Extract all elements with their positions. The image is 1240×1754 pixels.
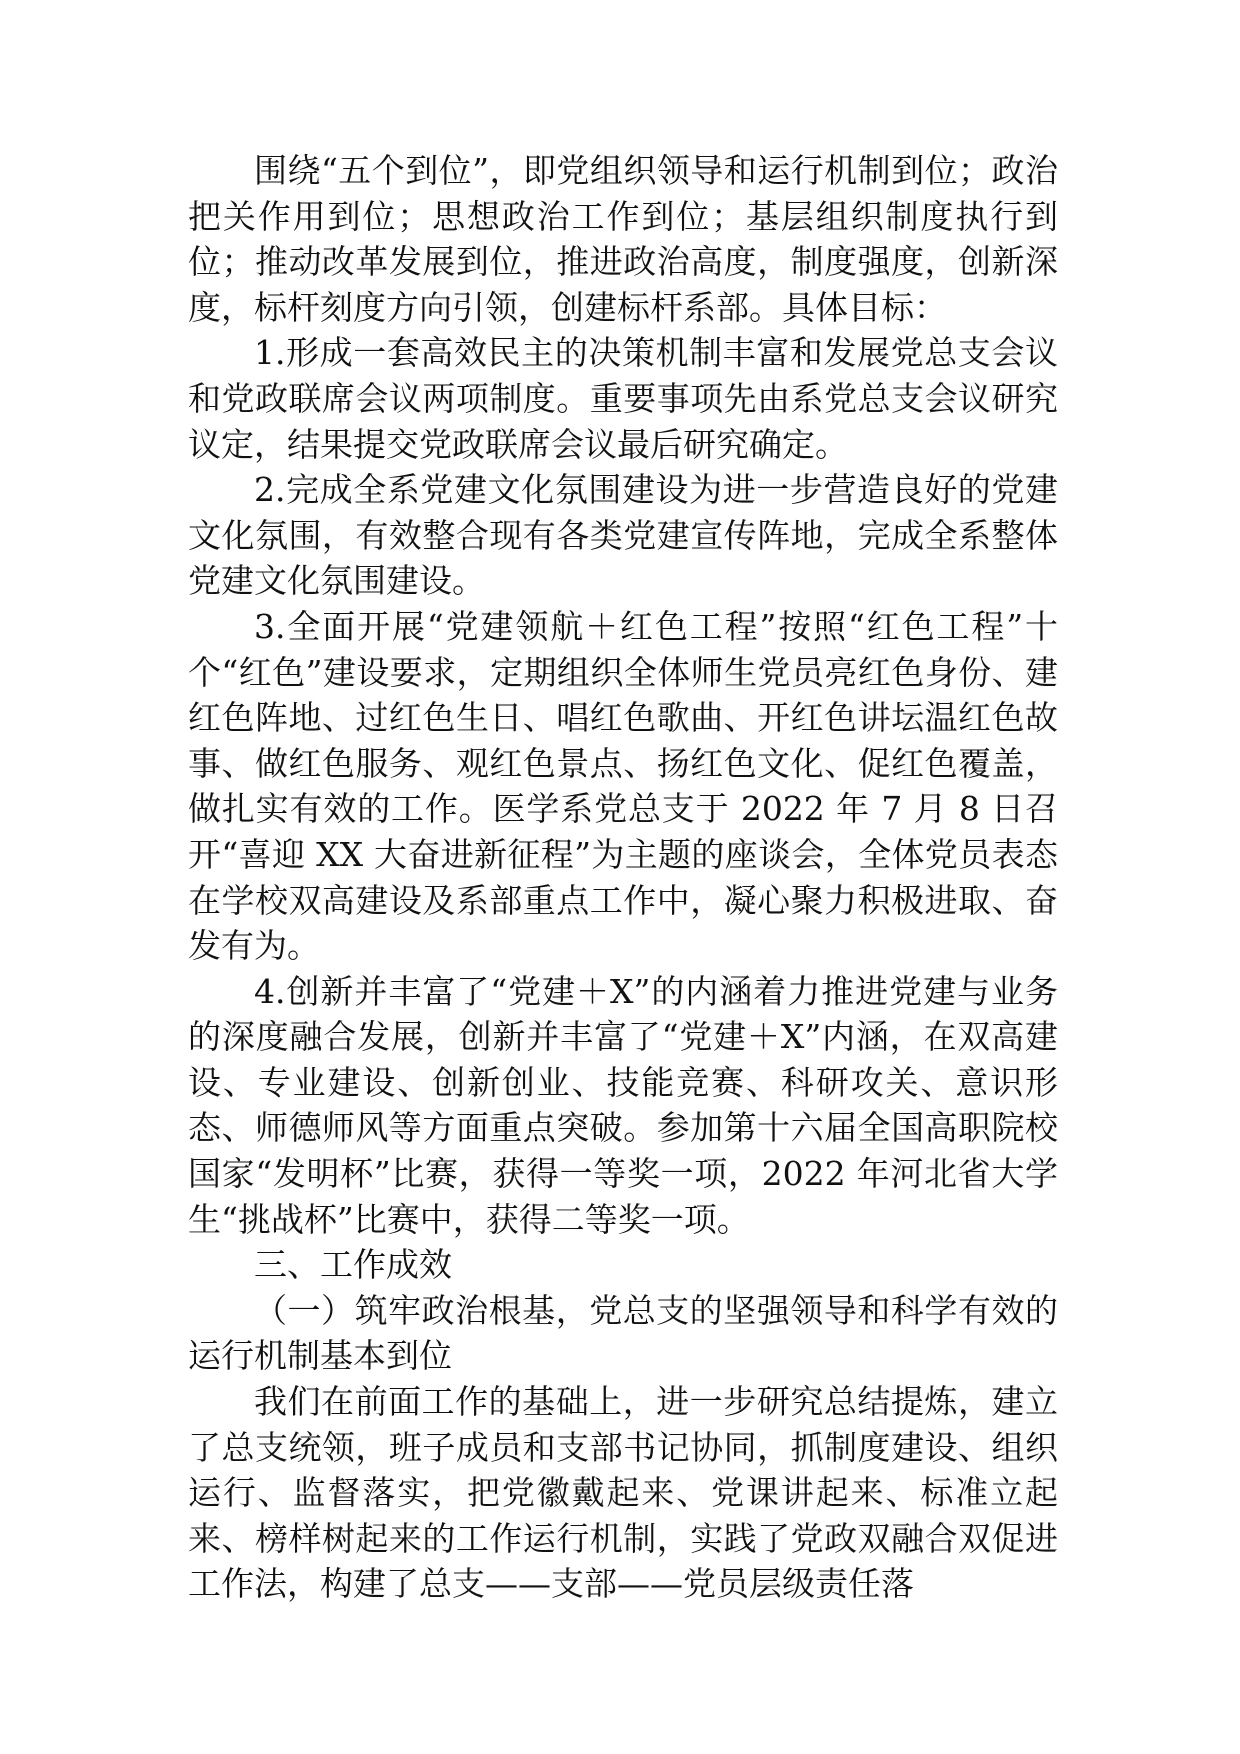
- document-body: [188, 148, 1058, 1607]
- paragraph-goal-4: 4.创新并丰富了“党建＋X”的内涵着力推进党建与业务的深度融合发展，创新并丰富了“党建＋X”内涵，在双高建设、专业建设、创新创业、技能竞赛、科研攻关、意识形态、师德师风等方面重点突破。参加第十六届全国高职院校国家“发明杯”比赛，获得一等奖一项，2022 年河北省大学生“挑战杯”比赛中，获得二等奖一项。: [188, 971, 1058, 1239]
- subsection-heading-1: （一）筑牢政治根基，党总支的坚强领导和科学有效的运行机制基本到位: [188, 1290, 1058, 1376]
- paragraph-results-1: 我们在前面工作的基础上，进一步研究总结提炼，建立了总支统领，班子成员和支部书记协同，抓制度建设、组织运行、监督落实，把党徽戴起来、党课讲起来、标准立起来、榜样树起来的工作运行机制，实践了党政双融合双促进工作法，构建了总支——支部——党员层级责任落: [188, 1382, 1058, 1604]
- paragraph-intro: 围绕“五个到位”，即党组织领导和运行机制到位；政治把关作用到位；思想政治工作到位；基层组织制度执行到位；推动改革发展到位，推进政治高度，制度强度，创新深度，标杆刻度方向引领，创建标杆系部。具体目标：: [188, 151, 1058, 327]
- paragraph-goal-2: 2.完成全系党建文化氛围建设为进一步营造良好的党建文化氛围，有效整合现有各类党建宣传阵地，完成全系整体党建文化氛围建设。: [188, 470, 1058, 601]
- paragraph-goal-1: 1.形成一套高效民主的决策机制丰富和发展党总支会议和党政联席会议两项制度。重要事项先由系党总支会议研究议定，结果提交党政联席会议最后研究确定。: [188, 333, 1058, 464]
- section-heading-results: 三、工作成效: [254, 1245, 452, 1285]
- paragraph-goal-3: 3.全面开展“党建领航＋红色工程”按照“红色工程”十个“红色”建设要求，定期组织全体师生党员亮红色身份、建红色阵地、过红色生日、唱红色歌曲、开红色讲坛温红色故事、做红色服务、观红色景点、扬红色文化、促红色覆盖，做扎实有效的工作。医学系党总支于 2022 年 7 月 8 日召开“喜迎 XX 大奋进新征程”为主题的座谈会，全体党员表态在学校双高建设及系部重点工作中，凝心聚力积极进取、奋发有为。: [188, 606, 1058, 966]
